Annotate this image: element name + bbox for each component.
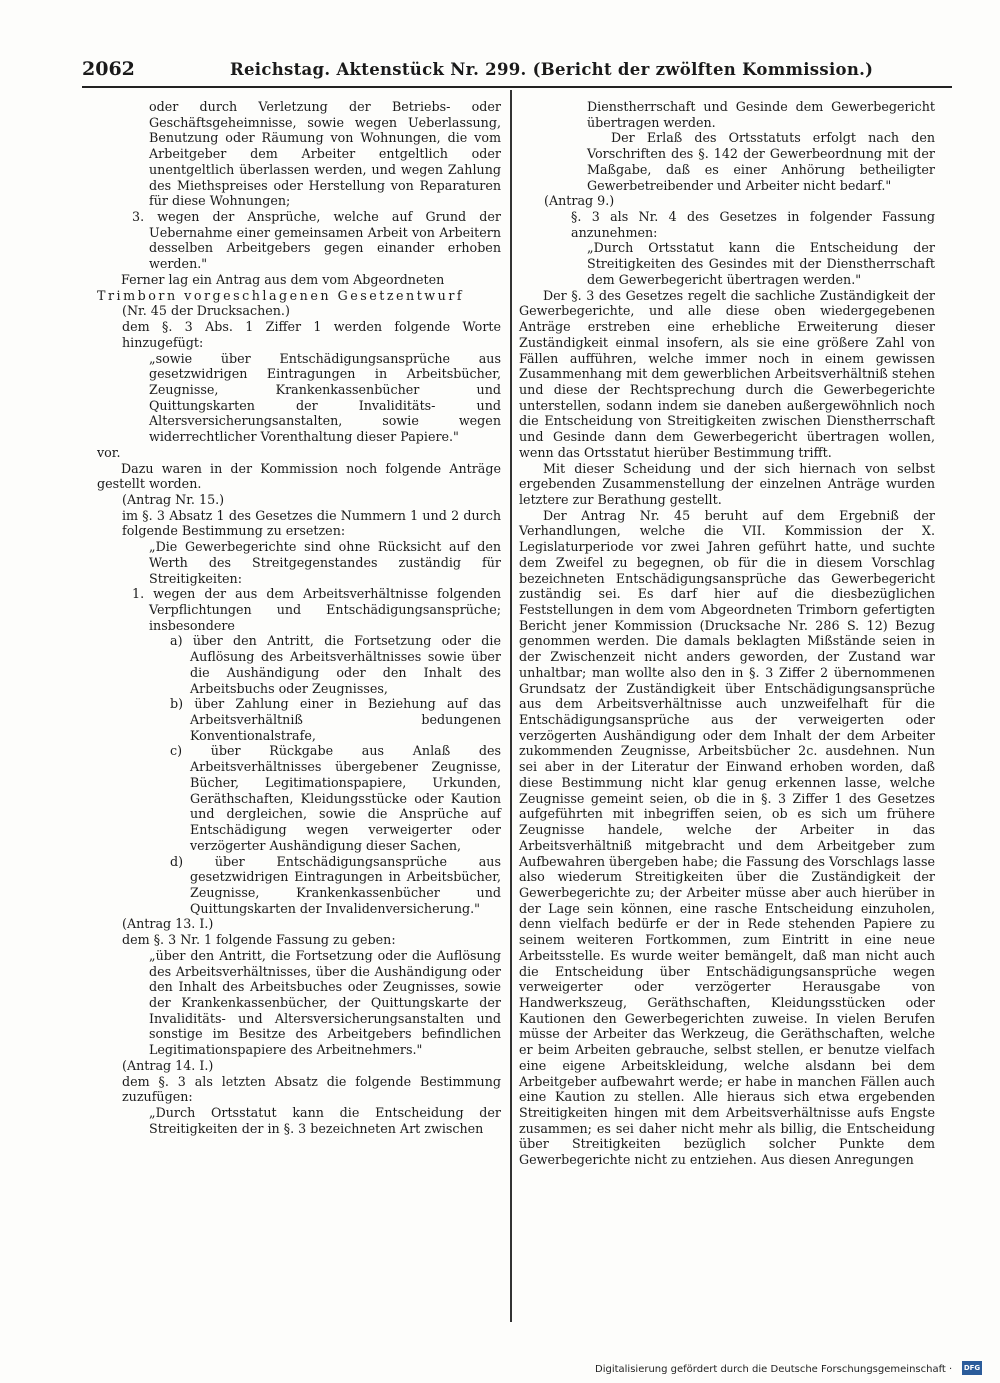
quotation: „Die Gewerbegerichte sind ohne Rücksicht auf den Werth des Streitgegenstandes zuständig für Streitigkeiten: bbox=[149, 539, 501, 586]
running-title: Reichstag. Aktenstück Nr. 299. (Bericht der zwölften Kommission.) bbox=[230, 60, 874, 79]
paragraph: Ferner lag ein Antrag aus dem vom Abgeordneten bbox=[121, 271, 445, 287]
motion-label: (Antrag Nr. 15.) bbox=[122, 491, 225, 507]
header-rule bbox=[82, 86, 952, 88]
paragraph: vor. bbox=[97, 444, 121, 460]
dfg-logo: DFG bbox=[962, 1361, 982, 1375]
quotation: „über den Antritt, die Fortsetzung oder die Auflösung des Arbeitsverhältnisses, über die Aushändigung oder den Inhalt des Arbeitsbuches oder Zeugnisses, sowie der Krankenkassenbücher, der Quittungskarte der Invaliditäts- und Altersversicherungsanstalten und sonstige im Besitze des Arbeitgebers befindlichen Legitimationspapiere des Arbeitnehmers." bbox=[149, 947, 501, 1058]
page-number: 2062 bbox=[82, 58, 135, 80]
paragraph: §. 3 als Nr. 4 des Gesetzes in folgender Fassung anzunehmen: bbox=[571, 209, 935, 240]
list-item: b) über Zahlung einer in Beziehung auf das Arbeitsverhältniß bedungenen Konventionalstrafe, bbox=[170, 696, 501, 743]
quotation: „Durch Ortsstatut kann die Entscheidung der Streitigkeiten des Gesindes mit der Dienstherrschaft dem Gewerbegericht übertragen werden." bbox=[587, 240, 935, 287]
list-item: c) über Rückgabe aus Anlaß des Arbeitsverhältnisses übergebener Zeugnisse, Bücher, Legitimationspapiere, Urkunden, Geräthschaften, Kleidungsstücke oder Kaution und dergleichen, sowie die Ansprüche auf Entschädigung wegen verweigerter oder verzögerter Aushändigung dieser Sachen, bbox=[170, 743, 501, 853]
paragraph: dem §. 3 als letzten Absatz die folgende Bestimmung zuzufügen: bbox=[122, 1073, 501, 1105]
paragraph: dem §. 3 Nr. 1 folgende Fassung zu geben: bbox=[122, 932, 396, 948]
quotation: Dienstherrschaft und Gesinde dem Gewerbegericht übertragen werden. bbox=[587, 99, 935, 130]
motion-label: (Antrag 14. I.) bbox=[122, 1057, 214, 1073]
digitization-credit: Digitalisierung gefördert durch die Deutsche Forschungsgemeinschaft · bbox=[595, 1364, 953, 1375]
quotation: „Durch Ortsstatut kann die Entscheidung der Streitigkeiten der in §. 3 bezeichneten Art zwischen bbox=[149, 1105, 501, 1136]
right-column bbox=[519, 99, 935, 1168]
paragraph: Dazu waren in der Kommission noch folgende Anträge gestellt worden. bbox=[97, 460, 501, 492]
quotation: „sowie über Entschädigungsansprüche aus gesetzwidrigen Eintragungen in Arbeitsbücher, Zeugnisse, Krankenkassenbücher und Quittungskarten der Invaliditäts- und Altersversicherungsanstalten, sowie wegen widerrechtlicher Vorenthaltung dieser Papiere." bbox=[149, 350, 501, 445]
list-item: a) über den Antritt, die Fortsetzung oder die Auflösung des Arbeitsverhältnisses sowie über die Aushändigung oder den Inhalt des Arbeitsbuchs oder Zeugnisses, bbox=[170, 633, 501, 696]
paragraph: Der Antrag Nr. 45 beruht auf dem Ergebniß der Verhandlungen, welche die VII. Kommission der X. Legislaturperiode vor zwei Jahren geführt hatte, und suchte dem Zweifel zu begegnen, ob für die in diesem Vorschlag bezeichneten Entschädigungsansprüche das Gewerbegericht zuständig sei. Es darf hier auf die diesbezüglichen Feststellungen in dem vom Abgeordneten Trimborn gefertigten Bericht jener Kommission (Drucksache Nr. 286 S. 12) Bezug genommen werden. Die damals beklagten Mißstände seien in der Zwischenzeit nicht anders geworden, der Zustand war unhaltbar; man wollte also den in §. 3 Ziffer 2 übernommenen Grundsatz der Zuständigkeit über Entschädigungsansprüche aus dem Arbeitsverhältnisse auch unzweifelhaft für die Entschädigungsansprüche aus der verweigerten oder verzögerten Aushändigung oder dem Inhalt der dem Arbeiter zukommenden Zeugnisse, Arbeitsbücher 2c. ausdehnen. Nun sei aber in der Literatur der Einwand erhoben worden, daß diese Bestimmung nicht klar genug erkennen lasse, welche Zeugnisse gemeint seien, ob die in §. 3 Ziffer 1 des Gesetzes aufgeführten mit inbegriffen seien, ob es sich um frühere Zeugnisse handele, welche der Arbeiter in das Arbeitsverhältniß mitgebracht und dem Arbeitgeber zum Aufbewahren übergeben habe; die Fassung des Vorschlags lasse also wiederum Streitigkeiten über die Zuständigkeit der Gewerbegerichte zu; der Arbeiter müsse aber auch hierüber in der Lage sein können, eine rasche Entscheidung einzuholen, denn vielfach bedürfe er der in Rede stehenden Papiere zu seinem weiteren Fortkommen, zum Eintritt in eine neue Arbeitsstelle. Es wurde weiter bemängelt, daß man nicht auch die Entscheidung über Entschädigungsansprüche wegen verweigerter oder verzögerter Herausgabe von Handwerkszeug, Geräthschaften, Kleidungsstücken oder Kautionen den Gewerbegerichten zuweise. In vielen Berufen müsse der Arbeiter das Werkzeug, die Geräthschaften, welche er beim Arbeiten gebrauche, selbst stellen, er benutze vielfach eine eigene Arbeitskleidung, welche alsdann bei dem Arbeitgeber aufbewahrt werde; er habe in manchen Fällen auch eine Kaution zu stellen. Alle hieraus sich etwa ergebenden Streitigkeiten hingen mit dem Arbeitsverhältnisse aufs Engste zusammen; es sei daher nicht mehr als billig, die Entscheidung über Streitigkeiten bezüglich solcher Punkte dem Gewerbegerichte nicht zu entziehen. Aus diesen Anregungen bbox=[519, 507, 935, 1168]
list-item: 3. wegen der Ansprüche, welche auf Grund der Uebernahme einer gemeinsamen Arbeit von Arbeitern desselben Arbeitgebers gegen einander erhoben werden." bbox=[132, 209, 501, 272]
paragraph: Der §. 3 des Gesetzes regelt die sachliche Zuständigkeit der Gewerbegerichte, und alle diese oben wiedergegebenen Anträge erstreben eine erhebliche Erweiterung dieser Zuständigkeit einmal insofern, als sie eine größere Zahl von Fällen aufführen, welche immer noch in einem gewissen Zusammenhang mit dem gewerblichen Arbeitsverhältniß stehen und diese der Rechtsprechung durch die Gewerbegerichte unterstellen, sodann indem sie daneben außergewöhnlich noch die Entscheidung von Streitigkeiten zwischen Dienstherrschaft und Gesinde dann dem Gewerbegericht übertragen wollen, wenn das Ortsstatut hierüber Bestimmung trifft. bbox=[519, 287, 935, 460]
page-header bbox=[82, 58, 952, 82]
paragraph: dem §. 3 Abs. 1 Ziffer 1 werden folgende Worte hinzugefügt: bbox=[122, 319, 501, 350]
paragraph: im §. 3 Absatz 1 des Gesetzes die Nummern 1 und 2 durch folgende Bestimmung zu ersetzen: bbox=[122, 507, 501, 539]
motion-label: (Antrag 9.) bbox=[544, 193, 615, 209]
reference: (Nr. 45 der Drucksachen.) bbox=[122, 303, 290, 319]
paragraph: oder durch Verletzung der Betriebs- oder Geschäftsgeheimnisse, sowie wegen Ueberlassung, Benutzung oder Räumung von Wohnungen, die vom Arbeitgeber dem Arbeiter entgeltlich oder unentgeltlich überlassen werden, und wegen Zahlung des Miethspreises oder Herstellung von Reparaturen für diese Wohnungen; bbox=[149, 99, 501, 209]
left-column bbox=[97, 99, 501, 1136]
list-item: d) über Entschädigungsansprüche aus gesetzwidrigen Eintragungen in Arbeitsbücher, Zeugnisse, Krankenkassenbücher und Quittungskarten der Invalidenversicherung." bbox=[170, 853, 501, 916]
list-item: 1. wegen der aus dem Arbeitsverhältnisse folgenden Verpflichtungen und Entschädigungsansprüche; insbesondere bbox=[132, 586, 501, 633]
paragraph: Mit dieser Scheidung und der sich hiernach von selbst ergebenden Zusammenstellung der einzelnen Anträge wurden letztere zur Berathung gestellt. bbox=[519, 460, 935, 507]
quotation: Der Erlaß des Ortsstatuts erfolgt nach den Vorschriften des §. 142 der Gewerbeordnung mit der Maßgabe, daß es einer Anhörung betheiligter Gewerbetreibender und Arbeiter nicht bedarf." bbox=[587, 130, 935, 193]
column-divider bbox=[510, 90, 512, 1322]
motion-label: (Antrag 13. I.) bbox=[122, 916, 214, 932]
paragraph: Trimborn vorgeschlagenen Gesetzentwurf bbox=[97, 287, 465, 303]
